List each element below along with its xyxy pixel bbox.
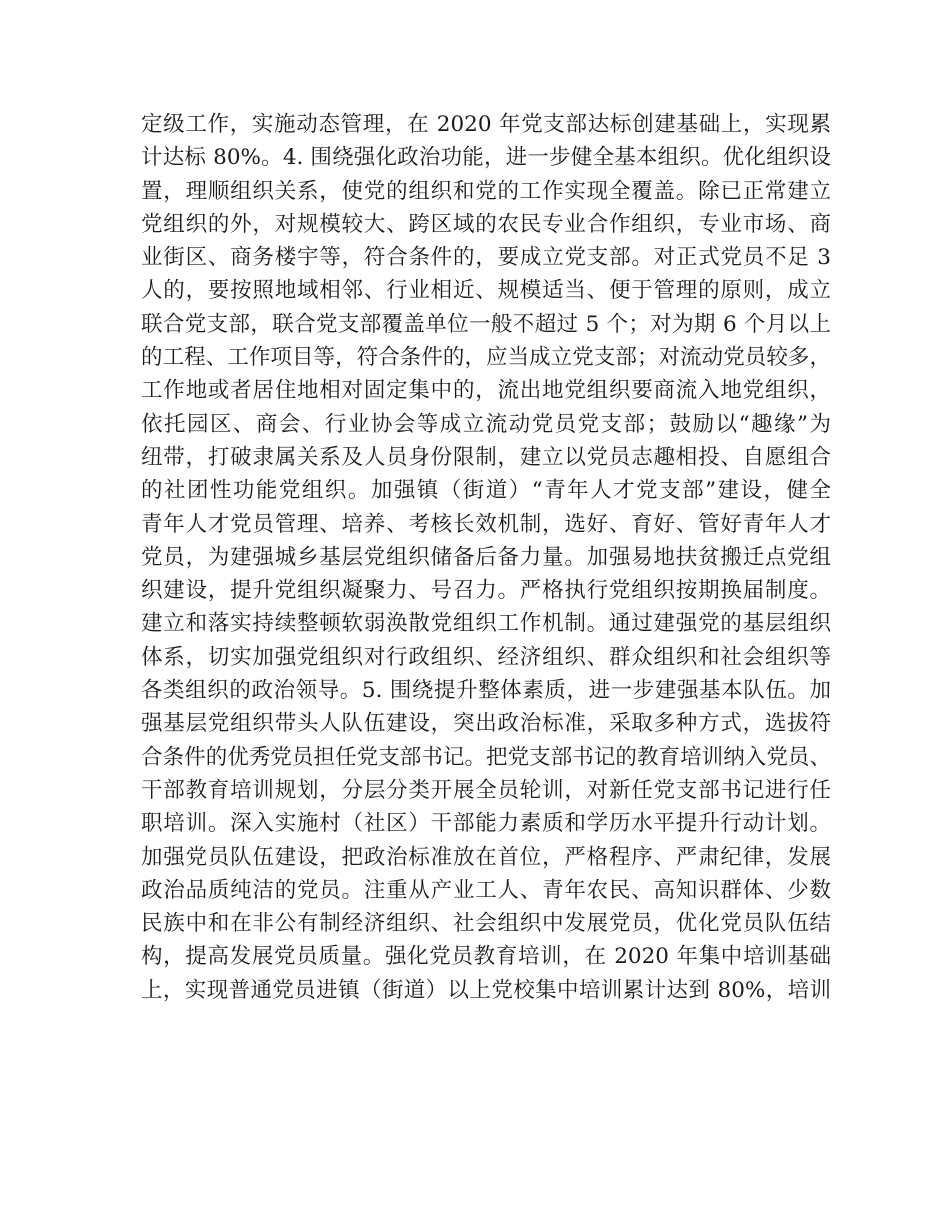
- text-line: 依托园区、商会、行业协会等成立流动党员党支部；鼓励以“趣缘”为: [141, 411, 831, 437]
- text-line: 民族中和在非公有制经济组织、社会组织中发展党员，优化党员队伍结: [141, 911, 831, 937]
- text-line: 体系，切实加强党组织对行政组织、经济组织、群众组织和社会组织等: [141, 644, 831, 670]
- text-line: 工作地或者居住地相对固定集中的，流出地党组织要商流入地党组织，: [141, 378, 831, 404]
- text-line: 联合党支部，联合党支部覆盖单位一般不超过 5 个；对为期 6 个月以上: [141, 311, 831, 337]
- text-line: 计达标 80%。4. 围绕强化政治功能，进一步健全基本组织。优化组织设: [141, 145, 831, 171]
- text-line: 建立和落实持续整顿软弱涣散党组织工作机制。通过建强党的基层组织: [141, 611, 831, 637]
- text-line: 构，提高发展党员质量。强化党员教育培训，在 2020 年集中培训基础: [141, 944, 831, 970]
- text-line: 合条件的优秀党员担任党支部书记。把党支部书记的教育培训纳入党员、: [141, 744, 831, 770]
- body-text: [141, 108, 831, 1007]
- text-line: 干部教育培训规划，分层分类开展全员轮训，对新任党支部书记进行任: [141, 777, 831, 803]
- text-line: 青年人才党员管理、培养、考核长效机制，选好、育好、管好青年人才: [141, 511, 831, 537]
- text-line: 职培训。深入实施村（社区）干部能力素质和学历水平提升行动计划。: [141, 811, 831, 837]
- text-line: 纽带，打破隶属关系及人员身份限制，建立以党员志趣相投、自愿组合: [141, 444, 831, 470]
- text-line: 业街区、商务楼宇等，符合条件的，要成立党支部。对正式党员不足 3: [141, 245, 831, 271]
- text-line: 织建设，提升党组织凝聚力、号召力。严格执行党组织按期换届制度。: [141, 578, 831, 604]
- text-line: 政治品质纯洁的党员。注重从产业工人、青年农民、高知识群体、少数: [141, 877, 831, 903]
- text-line: 党组织的外，对规模较大、跨区域的农民专业合作组织，专业市场、商: [141, 211, 831, 237]
- text-line: 党员，为建强城乡基层党组织储备后备力量。加强易地扶贫搬迁点党组: [141, 544, 831, 570]
- text-line: 人的，要按照地域相邻、行业相近、规模适当、便于管理的原则，成立: [141, 278, 831, 304]
- text-line: 各类组织的政治领导。5. 围绕提升整体素质，进一步建强基本队伍。加: [141, 678, 831, 704]
- text-line: 的社团性功能党组织。加强镇（街道）“青年人才党支部”建设，健全: [141, 478, 831, 504]
- text-line: 置，理顺组织关系，使党的组织和党的工作实现全覆盖。除已正常建立: [141, 178, 831, 204]
- text-line: 定级工作，实施动态管理，在 2020 年党支部达标创建基础上，实现累: [141, 112, 831, 137]
- text-line: 强基层党组织带头人队伍建设，突出政治标准，采取多种方式，选拔符: [141, 711, 831, 737]
- text-line: 加强党员队伍建设，把政治标准放在首位，严格程序、严肃纪律，发展: [141, 844, 831, 870]
- text-line: 上，实现普通党员进镇（街道）以上党校集中培训累计达到 80%，培训: [141, 977, 831, 1003]
- text-line: 的工程、工作项目等，符合条件的，应当成立党支部；对流动党员较多，: [141, 345, 831, 371]
